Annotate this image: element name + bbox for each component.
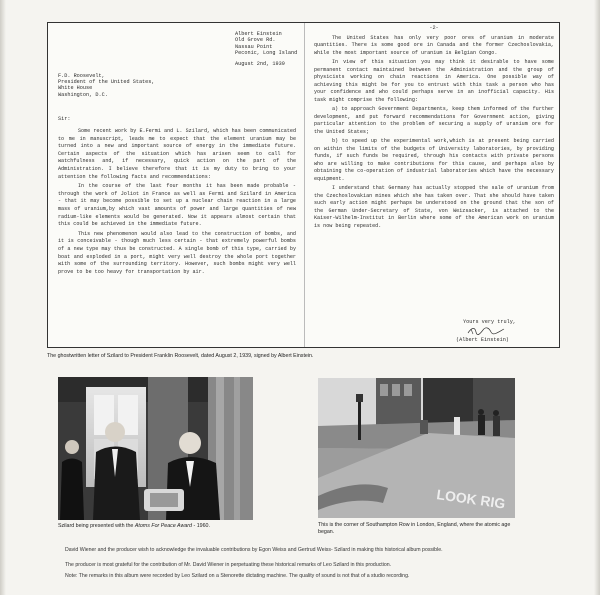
caption-text: - 1960. xyxy=(191,523,210,529)
street-photo-image xyxy=(318,378,515,518)
recording-note: Note: The remarks in this album were recorded by Leo Szilard on a Stenorette dictating machine. The quality of sound is not that of a studio recording. xyxy=(65,573,410,579)
einstein-letter xyxy=(47,22,560,348)
letter-page-2-body xyxy=(314,25,554,232)
letter-paragraph: The United States has only very poor ores of uranium in moderate quantities. There is some good ore in Canada and the former Czechoslovakia, while the most important source of uranium is Belgian Congo. xyxy=(314,34,554,56)
page-edge-right xyxy=(594,0,600,595)
letter-closing: Yours very truly, xyxy=(463,319,516,325)
sender-line: Peconic, Long Island xyxy=(235,50,298,57)
letter-paragraph: Some recent work by E.Fermi and L. Szilard, which has been communicated to me in manuscript, leads me to expect that the element uranium may be turned into a new and important source of energy in the immediate future. Certain aspects of the situation which has arisen seem to call for watchfulness and, if necessary, quick action on the part of the Administration. I believe therefore that it is my duty to bring to your attention the following facts and recommendations: xyxy=(58,128,296,180)
letter-item-b: b) to speed up the experimental work,which is at present being carried on within the limits of the budgets of University laboratories, by providing funds, if such funds be required, through his contacts with private persons who are willing to make contributions for this cause, and perhaps also by obtaining the co-operation of industrial laboratories which have the necessary equipment. xyxy=(314,138,554,182)
street-photo-caption: This is the corner of Southampton Row in London, England, where the atomic age began. xyxy=(318,522,511,535)
recipient-line: Washington, D.C. xyxy=(58,91,108,98)
road-marking: LOOK RIG xyxy=(435,486,507,512)
sender-line: Old Grove Rd. xyxy=(235,37,276,44)
page-edge-left xyxy=(0,0,6,595)
letter-page-1-body xyxy=(58,128,296,278)
sender-line: Albert Einstein xyxy=(235,31,282,37)
letter-fold-line xyxy=(304,23,305,347)
sender-address xyxy=(235,31,297,67)
recipient-line: F.D. Roosevelt, xyxy=(58,73,105,79)
recipient-address xyxy=(58,73,155,98)
salutation: Sir: xyxy=(58,116,71,122)
recipient-line: White House xyxy=(58,85,93,92)
letter-paragraph: This new phenomenon would also lead to the construction of bombs, and it is conceivable - though much less certain - that extremely powerful bombs of a new type may thus be constructed. A single bomb of this type, carried by boat and exploded in a port, might very well destroy the whole port together with some of the surrounding territory. However, such bombs might very well prove to be too heavy for transportation by air. xyxy=(58,230,296,275)
letter-item-a: a) to approach Government Departments, keep them informed of the further development, and put forward recommendations for Government action, giving particular attention to the problem of securing a supply of uranium ore for the United States; xyxy=(314,106,554,135)
acknowledgement-note: David Wiener and the producer wish to acknowledge the invaluable contributions by Egon Weiss and Gertrud Weiss- Szilard in making this historical album possible. xyxy=(65,547,443,553)
letter-paragraph: I understand that Germany has actually stopped the sale of uranium from the Czechoslovakian mines which she has taken over. That she should have taken such early action might perhaps be understood on the ground that the son of the German Under-Secretary of State, von Weizsacker, is attached to the Kaiser-Wilhelm-Institut in Berlin where some of the American work on uranium is now being repeated. xyxy=(314,185,554,229)
letter-paragraph: In view of this situation you may think it desirable to have some permanent contact maintained between the Administration and the group of physicists working on chain reactions in America. One possible way of achieving this might be for you to entrust with this task a person who has your confidence and who could perhaps serve in an inofficial capacity. His task might comprise the following: xyxy=(314,59,554,103)
page-number: -2- xyxy=(429,25,439,31)
award-photo xyxy=(58,377,253,520)
southampton-row-photo xyxy=(318,378,515,518)
sender-line: Nassau Point xyxy=(235,43,273,50)
letter-date: August 2nd, 1939 xyxy=(235,60,285,67)
award-photo-caption xyxy=(58,523,210,529)
signed-name: (Albert Einstein) xyxy=(456,337,509,343)
award-photo-image xyxy=(58,377,253,520)
letter-caption: The ghostwritten letter of Szilard to President Franklin Roosevelt, dated August 2, 1939, signed by Albert Einstein. xyxy=(47,353,314,359)
recipient-line: President of the United States, xyxy=(58,79,155,86)
award-name: Atoms For Peace Award xyxy=(134,523,192,529)
producer-note: The producer is most grateful for the contribution of Mr. David Wiener in perpetuating these historical remarks of Leo Szilard in this production. xyxy=(65,562,392,568)
letter-paragraph: In the course of the last four months it has been made probable - through the work of Joliot in France as well as Fermi and Szilard in America - that it may become possible to set up a nuclear chain reaction in a large mass of uranium,by which vast amounts of power and large quantities of new radium-like elements would be generated. Now it appears almost certain that this could be achieved in the immediate future. xyxy=(58,183,296,228)
caption-text: Szilard being presented with the xyxy=(58,523,135,529)
einstein-signature xyxy=(466,326,506,336)
